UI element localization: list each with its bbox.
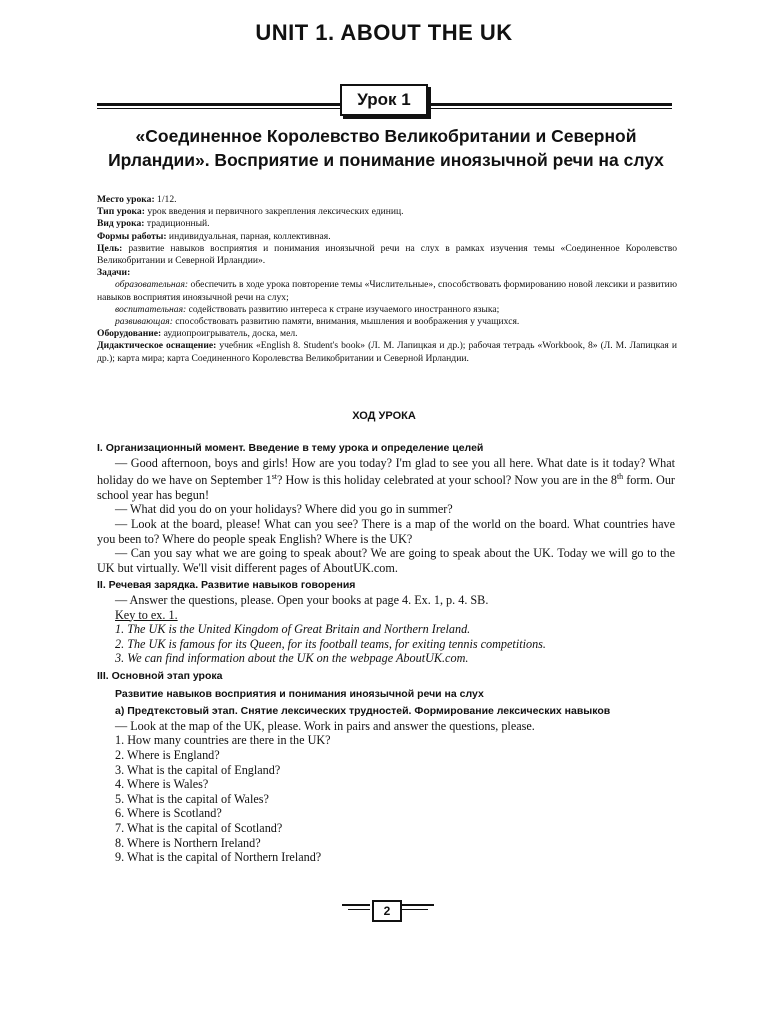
key-item: 1. The UK is the United Kingdom of Great Britain and Northern Ireland. [115,622,471,637]
page-number-rule-right-thin [400,909,428,910]
meta-task-upbr: воспитательная: содействовать развитию интереса к стране изучаемого иностранного языка; [115,303,500,315]
meta-kind: Вид урока: традиционный. [97,218,210,230]
question-item: 4. Where is Wales? [115,777,209,792]
section-1-heading: I. Организационный момент. Введение в тему урока и определение целей [97,442,484,454]
question-item: 8. Where is Northern Ireland? [115,835,261,850]
section-3-heading: III. Основной этап урока [97,669,223,682]
section-1-paragraph: — Good afternoon, boys and girls! How are you today? I'm glad to see you all here. What date is it today? What holiday do we have on September 1st? How is this holiday celebrated at your school? Now you are in the 8th form. Our school year has begun! [97,455,675,502]
page-number-rule-left-thin [348,909,370,910]
page-number-rule-right [400,904,434,906]
key-item: 3. We can find information about the UK on the webpage AboutUK.com. [115,651,469,666]
key-item: 2. The UK is famous for its Queen, for its football teams, for exiting tennis competitions. [115,636,546,651]
meta-forms: Формы работы: индивидуальная, парная, коллективная. [97,230,331,242]
lesson-body [97,441,675,865]
page-number-rule-left [342,904,370,906]
section-1-paragraph: — Can you say what we are going to speak about? We are going to speak about the UK. Today we will go to the UK but virtually. We'll visit different pages of AboutUK.com. [97,546,675,575]
meta-tasks: Задачи: [97,267,131,279]
meta-type: Тип урока: урок введения и первичного закрепления лексических единиц. [97,206,404,218]
lesson-title: «Соединенное Королевство Великобритании и Северной Ирландии». Восприятие и понимание иноязычной речи на слух [108,126,664,170]
section-3-subheading: Развитие навыков восприятия и понимания иноязычной речи на слух [115,687,484,700]
section-1-paragraph: — Look at the board, please! What can you see? There is a map of the world on the board. What countries have you been to? Where do people speak English? Where is the UK? [97,517,675,546]
lesson-label-box [340,84,428,116]
meta-task-dev: развивающая: способствовать развитию памяти, внимания, мышления и воображения у учащихся. [115,316,520,328]
section-3-stage: а) Предтекстовый этап. Снятие лексических трудностей. Формирование лексических навыков [115,705,611,718]
page-number: 2 [383,904,391,918]
meta-goal: Цель: развитие навыков восприятия и понимания иноязычной речи на слух в рамках изучения темы «Соединенное Королевство Великобритании и Северной Ирландии». [97,242,677,267]
question-item: 3. What is the capital of England? [115,762,281,777]
lesson-meta [97,194,677,365]
question-item: 5. What is the capital of Wales? [115,791,269,806]
lesson-label: Урок 1 [357,90,411,109]
lesson-progress-heading: ХОД УРОКА [352,410,416,422]
section-3-instruction: — Look at the map of the UK, please. Work in pairs and answer the questions, please. [115,718,535,733]
section-2-paragraph: — Answer the questions, please. Open your books at page 4. Ex. 1, p. 4. SB. [115,593,489,607]
question-item: 2. Where is England? [115,747,220,762]
meta-didactic: Дидактическое оснащение: учебник «English 8. Student's book» (Л. М. Лапицкая и др.); рабочая тетрадь «Workbook, 8» (Л. М. Лапицкая и др.); карта мира; карта Соединенного Королевства Великобритании и Северной Ирландии. [97,340,677,364]
question-item: 9. What is the capital of Northern Ireland? [115,850,322,865]
meta-task-edu: образовательная: обеспечить в ходе урока повторение темы «Числительные», способствовать формированию новой лексики и развитию навыков восприятия иноязычной речи на слух; [97,279,677,303]
section-1-paragraph: — What did you do on your holidays? Where did you go in summer? [115,502,453,517]
question-item: 7. What is the capital of Scotland? [115,820,283,835]
section-2-heading: II. Речевая зарядка. Развитие навыков говорения [97,579,356,592]
unit-title: UNIT 1. ABOUT THE UK [255,20,513,45]
key-label: Key to ex. 1. [115,607,178,622]
page-number-box [372,900,402,922]
question-item: 6. Where is Scotland? [115,806,222,821]
meta-equipment: Оборудование: аудиопроигрыватель, доска, мел. [97,328,298,340]
question-item: 1. How many countries are there in the UK? [115,733,331,748]
meta-place: Место урока: 1/12. [97,194,177,205]
